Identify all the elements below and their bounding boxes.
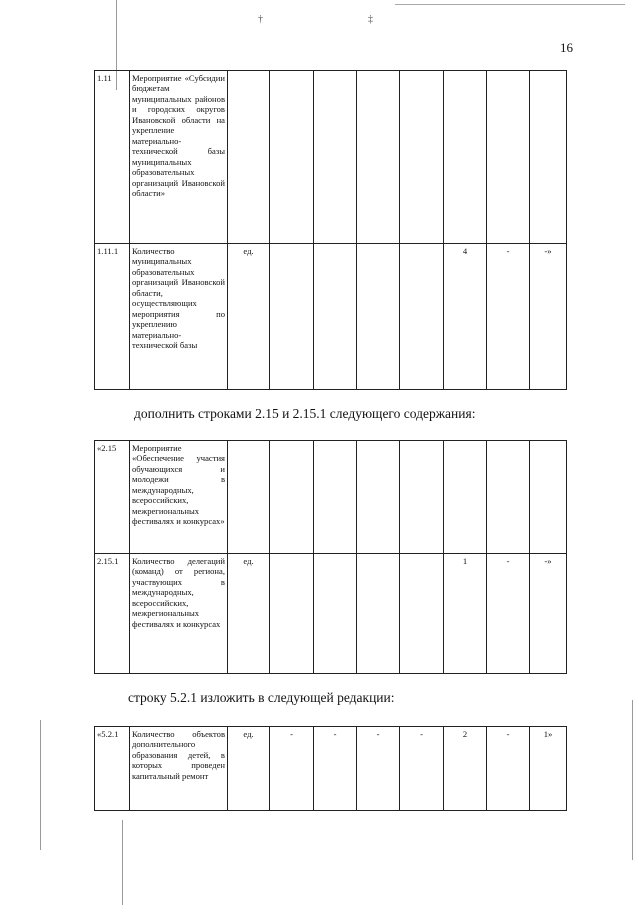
table-cell <box>444 441 487 554</box>
row-description: Количество муниципальных образовательных организаций Ивановской области, осуществляющих мероприятия по укреплению материально-технической базы <box>130 244 228 390</box>
table-cell <box>444 71 487 244</box>
row-description: Количество делегаций (команд) от региона, участвующих в международных, всероссийских, межрегиональных фестивалях и конкурсах <box>130 554 228 674</box>
table-1 <box>94 70 567 390</box>
table-cell: 4 <box>444 244 487 390</box>
scan-mark: † <box>258 14 263 25</box>
table-cell <box>270 71 314 244</box>
scan-edge-line <box>40 720 41 850</box>
table-cell: - <box>314 727 357 811</box>
table-cell: - <box>487 244 530 390</box>
row-code: 1.11 <box>95 71 130 244</box>
table-row <box>95 441 567 554</box>
table-cell <box>228 441 270 554</box>
table-row <box>95 71 567 244</box>
table-cell <box>357 554 400 674</box>
table-cell: - <box>487 727 530 811</box>
table-cell <box>314 441 357 554</box>
scan-mark: ‡ <box>368 14 373 25</box>
table-cell <box>357 441 400 554</box>
row-description: Мероприятие «Субсидии бюджетам муниципальных районов и городских округов Ивановской области на укрепление материально-технической базы муниципальных образовательных организаций Ивановской области» <box>130 71 228 244</box>
table-cell: -» <box>530 554 567 674</box>
table-cell <box>487 71 530 244</box>
table-3 <box>94 726 567 811</box>
table-cell: - <box>400 727 444 811</box>
table-cell: ед. <box>228 727 270 811</box>
table-cell <box>228 71 270 244</box>
scan-edge-line <box>122 820 123 905</box>
row-description: Количество объектов дополнительного образования детей, в которых проведен капитальный ремонт <box>130 727 228 811</box>
table-cell: 2 <box>444 727 487 811</box>
table-cell <box>314 71 357 244</box>
table-cell <box>314 244 357 390</box>
table-cell: - <box>487 554 530 674</box>
row-code: «2.15 <box>95 441 130 554</box>
table-cell <box>400 441 444 554</box>
table-row <box>95 244 567 390</box>
table-cell <box>400 71 444 244</box>
table-cell <box>487 441 530 554</box>
table-cell <box>357 71 400 244</box>
table-row <box>95 727 567 811</box>
instruction-add-rows: дополнить строками 2.15 и 2.15.1 следующего содержания: <box>134 406 476 421</box>
top-rule <box>395 4 625 5</box>
table-cell: ед. <box>228 244 270 390</box>
page-number: 16 <box>560 40 573 55</box>
table-cell: ед. <box>228 554 270 674</box>
table-cell <box>270 244 314 390</box>
table-cell <box>270 441 314 554</box>
table-cell <box>357 244 400 390</box>
row-description: Мероприятие «Обеспечение участия обучающихся и молодежи в международных, всероссийских, межрегиональных фестивалях и конкурсах» <box>130 441 228 554</box>
table-row <box>95 554 567 674</box>
table-cell: - <box>270 727 314 811</box>
instruction-replace-row: строку 5.2.1 изложить в следующей редакции: <box>128 690 395 705</box>
table-cell <box>400 244 444 390</box>
table-cell <box>400 554 444 674</box>
table-cell: - <box>357 727 400 811</box>
table-cell <box>530 441 567 554</box>
table-cell: 1 <box>444 554 487 674</box>
table-cell <box>314 554 357 674</box>
row-code: «5.2.1 <box>95 727 130 811</box>
table-cell <box>530 71 567 244</box>
row-code: 2.15.1 <box>95 554 130 674</box>
table-cell: -» <box>530 244 567 390</box>
table-cell <box>270 554 314 674</box>
table-2 <box>94 440 567 674</box>
scan-edge-line <box>632 700 633 860</box>
row-code: 1.11.1 <box>95 244 130 390</box>
table-cell: 1» <box>530 727 567 811</box>
